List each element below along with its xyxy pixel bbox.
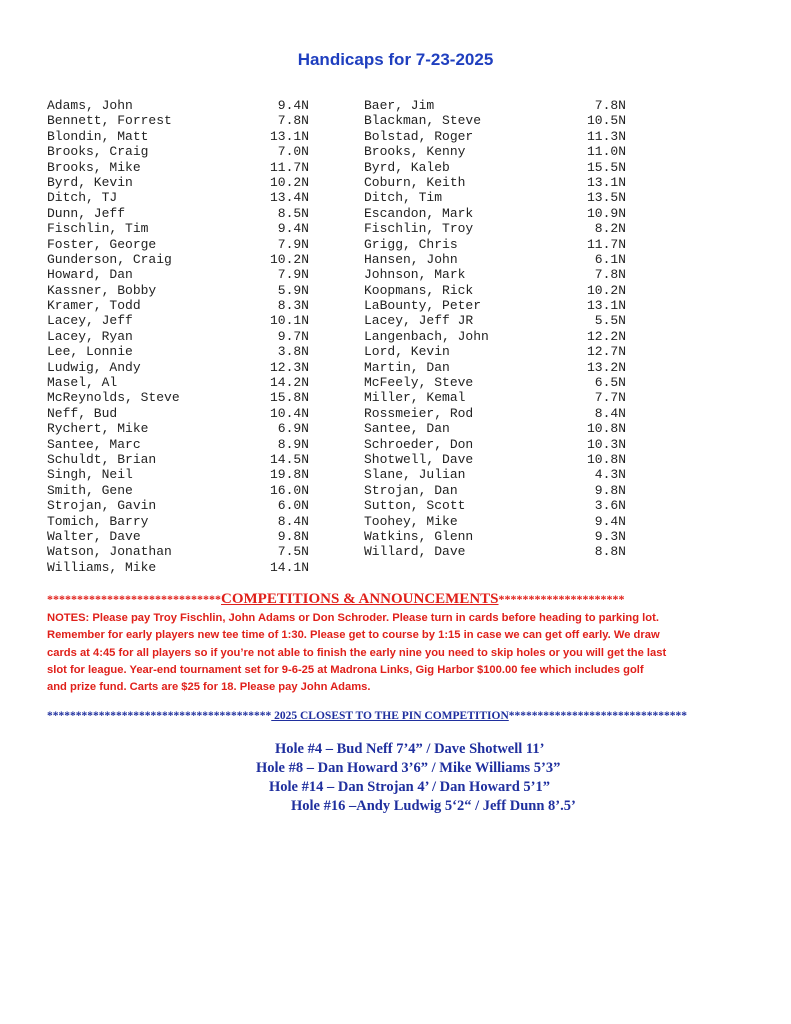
player-name: Lacey, Jeff JR bbox=[364, 313, 474, 329]
handicap-row bbox=[47, 498, 309, 513]
player-handicap: 13.1N bbox=[269, 128, 309, 144]
player-name: Smith, Gene bbox=[47, 482, 133, 498]
player-handicap: 9.4N bbox=[594, 513, 626, 529]
page-title: Handicaps for 7-23-2025 bbox=[297, 50, 494, 69]
player-handicap: 10.8N bbox=[586, 451, 626, 467]
player-handicap: 10.1N bbox=[269, 313, 309, 329]
player-handicap: 10.2N bbox=[586, 282, 626, 298]
player-name: Rossmeier, Rod bbox=[364, 405, 474, 421]
player-name: Schuldt, Brian bbox=[47, 451, 157, 467]
handicap-row bbox=[47, 113, 309, 128]
player-handicap: 7.0N bbox=[277, 144, 309, 160]
player-name: Brooks, Craig bbox=[47, 144, 149, 160]
handicap-row bbox=[47, 206, 309, 221]
player-handicap: 10.2N bbox=[269, 174, 309, 190]
player-handicap: 3.6N bbox=[594, 498, 626, 514]
player-handicap: 9.4N bbox=[277, 221, 309, 237]
handicap-row bbox=[364, 144, 626, 159]
handicap-row bbox=[47, 467, 309, 482]
player-handicap: 10.3N bbox=[586, 436, 626, 452]
handicap-row bbox=[364, 360, 626, 375]
player-handicap: 11.0N bbox=[586, 144, 626, 160]
pin-result-hole-8: Hole #8 – Dan Howard 3’6” / Mike Williams 5’3” bbox=[256, 760, 561, 776]
player-handicap: 9.8N bbox=[594, 482, 626, 498]
player-name: Foster, George bbox=[47, 236, 157, 252]
closest-to-pin-header bbox=[47, 710, 747, 722]
handicap-row bbox=[364, 467, 626, 482]
player-handicap: 10.9N bbox=[586, 205, 626, 221]
player-name: LaBounty, Peter bbox=[364, 298, 482, 314]
player-handicap: 14.1N bbox=[269, 559, 309, 575]
handicap-row bbox=[47, 421, 309, 436]
player-name: Ludwig, Andy bbox=[47, 359, 141, 375]
player-handicap: 12.2N bbox=[586, 328, 626, 344]
handicap-row bbox=[364, 498, 626, 513]
player-name: Willard, Dave bbox=[364, 544, 466, 560]
handicap-row bbox=[47, 313, 309, 328]
player-name: Lacey, Jeff bbox=[47, 313, 133, 329]
player-handicap: 15.5N bbox=[586, 159, 626, 175]
player-handicap: 5.9N bbox=[277, 282, 309, 298]
handicap-row bbox=[364, 390, 626, 405]
competitions-label: COMPETITIONS & ANNOUNCEMENTS bbox=[221, 591, 499, 607]
player-handicap: 13.1N bbox=[586, 174, 626, 190]
handicap-row bbox=[47, 267, 309, 282]
player-handicap: 8.3N bbox=[277, 298, 309, 314]
handicap-row bbox=[47, 529, 309, 544]
player-handicap: 6.1N bbox=[594, 251, 626, 267]
pin-result-hole-4: Hole #4 – Bud Neff 7’4” / Dave Shotwell 11’ bbox=[275, 741, 545, 757]
handicap-row bbox=[47, 560, 309, 575]
player-handicap: 14.5N bbox=[269, 451, 309, 467]
closest-to-pin-label: 2025 CLOSEST TO THE PIN COMPETITION bbox=[271, 710, 509, 722]
handicap-list-right bbox=[364, 98, 626, 560]
player-name: Gunderson, Craig bbox=[47, 251, 172, 267]
notes-line: and prize fund. Carts are $25 for 18. Please pay John Adams. bbox=[47, 681, 371, 694]
notes-line: slot for league. Year-end tournament set for 9-6-25 at Madrona Links, Gig Harbor $100.00 fee which includes golf bbox=[47, 663, 644, 676]
handicap-row bbox=[364, 252, 626, 267]
handicap-row bbox=[47, 160, 309, 175]
player-handicap: 12.7N bbox=[586, 344, 626, 360]
handicap-row bbox=[364, 298, 626, 313]
notes-line: cards at 4:45 for all players so if you’re not able to finish the early nine you need to skip holes or you will get the last bbox=[47, 646, 667, 659]
handicap-row bbox=[364, 160, 626, 175]
handicap-row bbox=[47, 452, 309, 467]
handicap-row bbox=[47, 390, 309, 405]
player-name: Santee, Dan bbox=[364, 421, 450, 437]
handicap-row bbox=[364, 313, 626, 328]
handicap-row bbox=[47, 175, 309, 190]
player-name: Watson, Jonathan bbox=[47, 544, 172, 560]
player-name: Sutton, Scott bbox=[364, 498, 466, 514]
handicap-row bbox=[364, 113, 626, 128]
player-name: Coburn, Keith bbox=[364, 174, 466, 190]
handicap-row bbox=[47, 360, 309, 375]
player-name: Adams, John bbox=[47, 98, 133, 113]
player-name: Masel, Al bbox=[47, 375, 118, 391]
player-name: Neff, Bud bbox=[47, 405, 118, 421]
player-handicap: 9.4N bbox=[277, 98, 309, 113]
handicap-row bbox=[364, 437, 626, 452]
handicap-row bbox=[47, 375, 309, 390]
player-name: Ditch, Tim bbox=[364, 190, 443, 206]
player-name: Lee, Lonnie bbox=[47, 344, 133, 360]
player-name: Escandon, Mark bbox=[364, 205, 474, 221]
player-name: Bolstad, Roger bbox=[364, 128, 474, 144]
pin-result-hole-14: Hole #14 – Dan Strojan 4’ / Dan Howard 5’1” bbox=[269, 779, 551, 795]
player-name: Rychert, Mike bbox=[47, 421, 149, 437]
player-name: Martin, Dan bbox=[364, 359, 450, 375]
player-name: Dunn, Jeff bbox=[47, 205, 126, 221]
player-name: Blackman, Steve bbox=[364, 113, 482, 129]
player-handicap: 8.2N bbox=[594, 221, 626, 237]
player-name: Walter, Dave bbox=[47, 528, 141, 544]
player-handicap: 7.5N bbox=[277, 544, 309, 560]
player-name: Schroeder, Don bbox=[364, 436, 474, 452]
handicap-row bbox=[47, 298, 309, 313]
announcement-notes bbox=[47, 610, 747, 696]
stars-decoration: ********************* bbox=[498, 592, 625, 606]
player-name: Strojan, Dan bbox=[364, 482, 458, 498]
handicap-row bbox=[47, 129, 309, 144]
player-handicap: 6.5N bbox=[594, 375, 626, 391]
player-name: Byrd, Kevin bbox=[47, 174, 133, 190]
handicap-row bbox=[47, 483, 309, 498]
handicap-row bbox=[47, 237, 309, 252]
player-handicap: 7.8N bbox=[594, 98, 626, 113]
player-handicap: 19.8N bbox=[269, 467, 309, 483]
player-handicap: 6.0N bbox=[277, 498, 309, 514]
player-name: Brooks, Mike bbox=[47, 159, 141, 175]
handicap-row bbox=[47, 98, 309, 113]
handicap-row bbox=[364, 421, 626, 436]
player-handicap: 13.1N bbox=[586, 298, 626, 314]
handicap-row bbox=[47, 329, 309, 344]
handicap-row bbox=[364, 190, 626, 205]
player-name: Lord, Kevin bbox=[364, 344, 450, 360]
player-name: Watkins, Glenn bbox=[364, 528, 474, 544]
player-handicap: 8.4N bbox=[277, 513, 309, 529]
handicap-row bbox=[364, 452, 626, 467]
player-name: Strojan, Gavin bbox=[47, 498, 157, 514]
player-handicap: 16.0N bbox=[269, 482, 309, 498]
handicap-row bbox=[47, 344, 309, 359]
handicap-row bbox=[364, 221, 626, 236]
player-name: Byrd, Kaleb bbox=[364, 159, 450, 175]
player-handicap: 4.3N bbox=[594, 467, 626, 483]
handicap-row bbox=[364, 98, 626, 113]
handicap-row bbox=[47, 221, 309, 236]
player-handicap: 8.4N bbox=[594, 405, 626, 421]
handicap-row bbox=[364, 406, 626, 421]
player-handicap: 14.2N bbox=[269, 375, 309, 391]
player-name: McFeely, Steve bbox=[364, 375, 474, 391]
player-handicap: 6.9N bbox=[277, 421, 309, 437]
player-handicap: 9.3N bbox=[594, 528, 626, 544]
player-handicap: 7.9N bbox=[277, 236, 309, 252]
handicap-list-left bbox=[47, 98, 309, 575]
player-name: Tomich, Barry bbox=[47, 513, 149, 529]
pin-result-hole-16: Hole #16 –Andy Ludwig 5‘2“ / Jeff Dunn 8’.5’ bbox=[291, 798, 576, 814]
player-name: Koopmans, Rick bbox=[364, 282, 474, 298]
player-handicap: 12.3N bbox=[269, 359, 309, 375]
player-handicap: 7.8N bbox=[277, 113, 309, 129]
notes-line: Remember for early players new tee time of 1:30. Please get to course by 1:15 in case we can get off early. We draw bbox=[47, 629, 660, 642]
player-name: Slane, Julian bbox=[364, 467, 466, 483]
handicap-row bbox=[364, 267, 626, 282]
handicap-row bbox=[47, 437, 309, 452]
player-name: Miller, Kemal bbox=[364, 390, 466, 406]
player-name: Lacey, Ryan bbox=[47, 328, 133, 344]
player-handicap: 11.7N bbox=[269, 159, 309, 175]
player-name: Kramer, Todd bbox=[47, 298, 141, 314]
player-name: Bennett, Forrest bbox=[47, 113, 172, 129]
player-handicap: 3.8N bbox=[277, 344, 309, 360]
handicap-row bbox=[364, 514, 626, 529]
handicap-row bbox=[364, 483, 626, 498]
player-name: McReynolds, Steve bbox=[47, 390, 180, 406]
handicap-row bbox=[364, 529, 626, 544]
player-name: Hansen, John bbox=[364, 251, 458, 267]
player-handicap: 10.4N bbox=[269, 405, 309, 421]
player-handicap: 13.4N bbox=[269, 190, 309, 206]
player-handicap: 11.7N bbox=[586, 236, 626, 252]
player-handicap: 10.5N bbox=[586, 113, 626, 129]
handicap-row bbox=[364, 206, 626, 221]
player-name: Baer, Jim bbox=[364, 98, 435, 113]
handicap-row bbox=[364, 175, 626, 190]
player-handicap: 15.8N bbox=[269, 390, 309, 406]
player-name: Howard, Dan bbox=[47, 267, 133, 283]
player-name: Santee, Marc bbox=[47, 436, 141, 452]
handicap-row bbox=[364, 544, 626, 559]
player-handicap: 8.8N bbox=[594, 544, 626, 560]
handicap-row bbox=[364, 283, 626, 298]
player-name: Toohey, Mike bbox=[364, 513, 458, 529]
player-handicap: 7.8N bbox=[594, 267, 626, 283]
handicap-row bbox=[47, 144, 309, 159]
player-name: Johnson, Mark bbox=[364, 267, 466, 283]
player-name: Grigg, Chris bbox=[364, 236, 458, 252]
notes-line: NOTES: Please pay Troy Fischlin, John Adams or Don Schroder. Please turn in cards before heading to parking lot. bbox=[47, 612, 659, 624]
player-name: Williams, Mike bbox=[47, 559, 157, 575]
handicap-row bbox=[47, 252, 309, 267]
handicap-row bbox=[47, 190, 309, 205]
player-handicap: 10.8N bbox=[586, 421, 626, 437]
player-handicap: 10.2N bbox=[269, 251, 309, 267]
player-name: Singh, Neil bbox=[47, 467, 133, 483]
player-name: Shotwell, Dave bbox=[364, 451, 474, 467]
stars-decoration: ******************************* bbox=[508, 710, 688, 722]
player-name: Fischlin, Troy bbox=[364, 221, 474, 237]
handicap-row bbox=[364, 344, 626, 359]
handicap-row bbox=[47, 283, 309, 298]
player-name: Brooks, Kenny bbox=[364, 144, 466, 160]
stars-decoration: *************************************** bbox=[47, 710, 272, 722]
stars-decoration: ***************************** bbox=[47, 592, 221, 606]
handicap-row bbox=[364, 237, 626, 252]
player-handicap: 7.9N bbox=[277, 267, 309, 283]
handicap-row bbox=[47, 514, 309, 529]
player-handicap: 13.5N bbox=[586, 190, 626, 206]
player-name: Ditch, TJ bbox=[47, 190, 118, 206]
player-name: Fischlin, Tim bbox=[47, 221, 149, 237]
player-name: Kassner, Bobby bbox=[47, 282, 157, 298]
player-handicap: 5.5N bbox=[594, 313, 626, 329]
player-handicap: 9.7N bbox=[277, 328, 309, 344]
player-handicap: 7.7N bbox=[594, 390, 626, 406]
handicap-row bbox=[364, 129, 626, 144]
handicap-row bbox=[364, 329, 626, 344]
player-name: Langenbach, John bbox=[364, 328, 489, 344]
handicap-row bbox=[47, 406, 309, 421]
player-name: Blondin, Matt bbox=[47, 128, 149, 144]
player-handicap: 9.8N bbox=[277, 528, 309, 544]
player-handicap: 13.2N bbox=[586, 359, 626, 375]
player-handicap: 11.3N bbox=[586, 128, 626, 144]
player-handicap: 8.5N bbox=[277, 205, 309, 221]
handicap-row bbox=[364, 375, 626, 390]
player-handicap: 8.9N bbox=[277, 436, 309, 452]
handicap-row bbox=[47, 544, 309, 559]
competitions-header bbox=[47, 591, 747, 608]
